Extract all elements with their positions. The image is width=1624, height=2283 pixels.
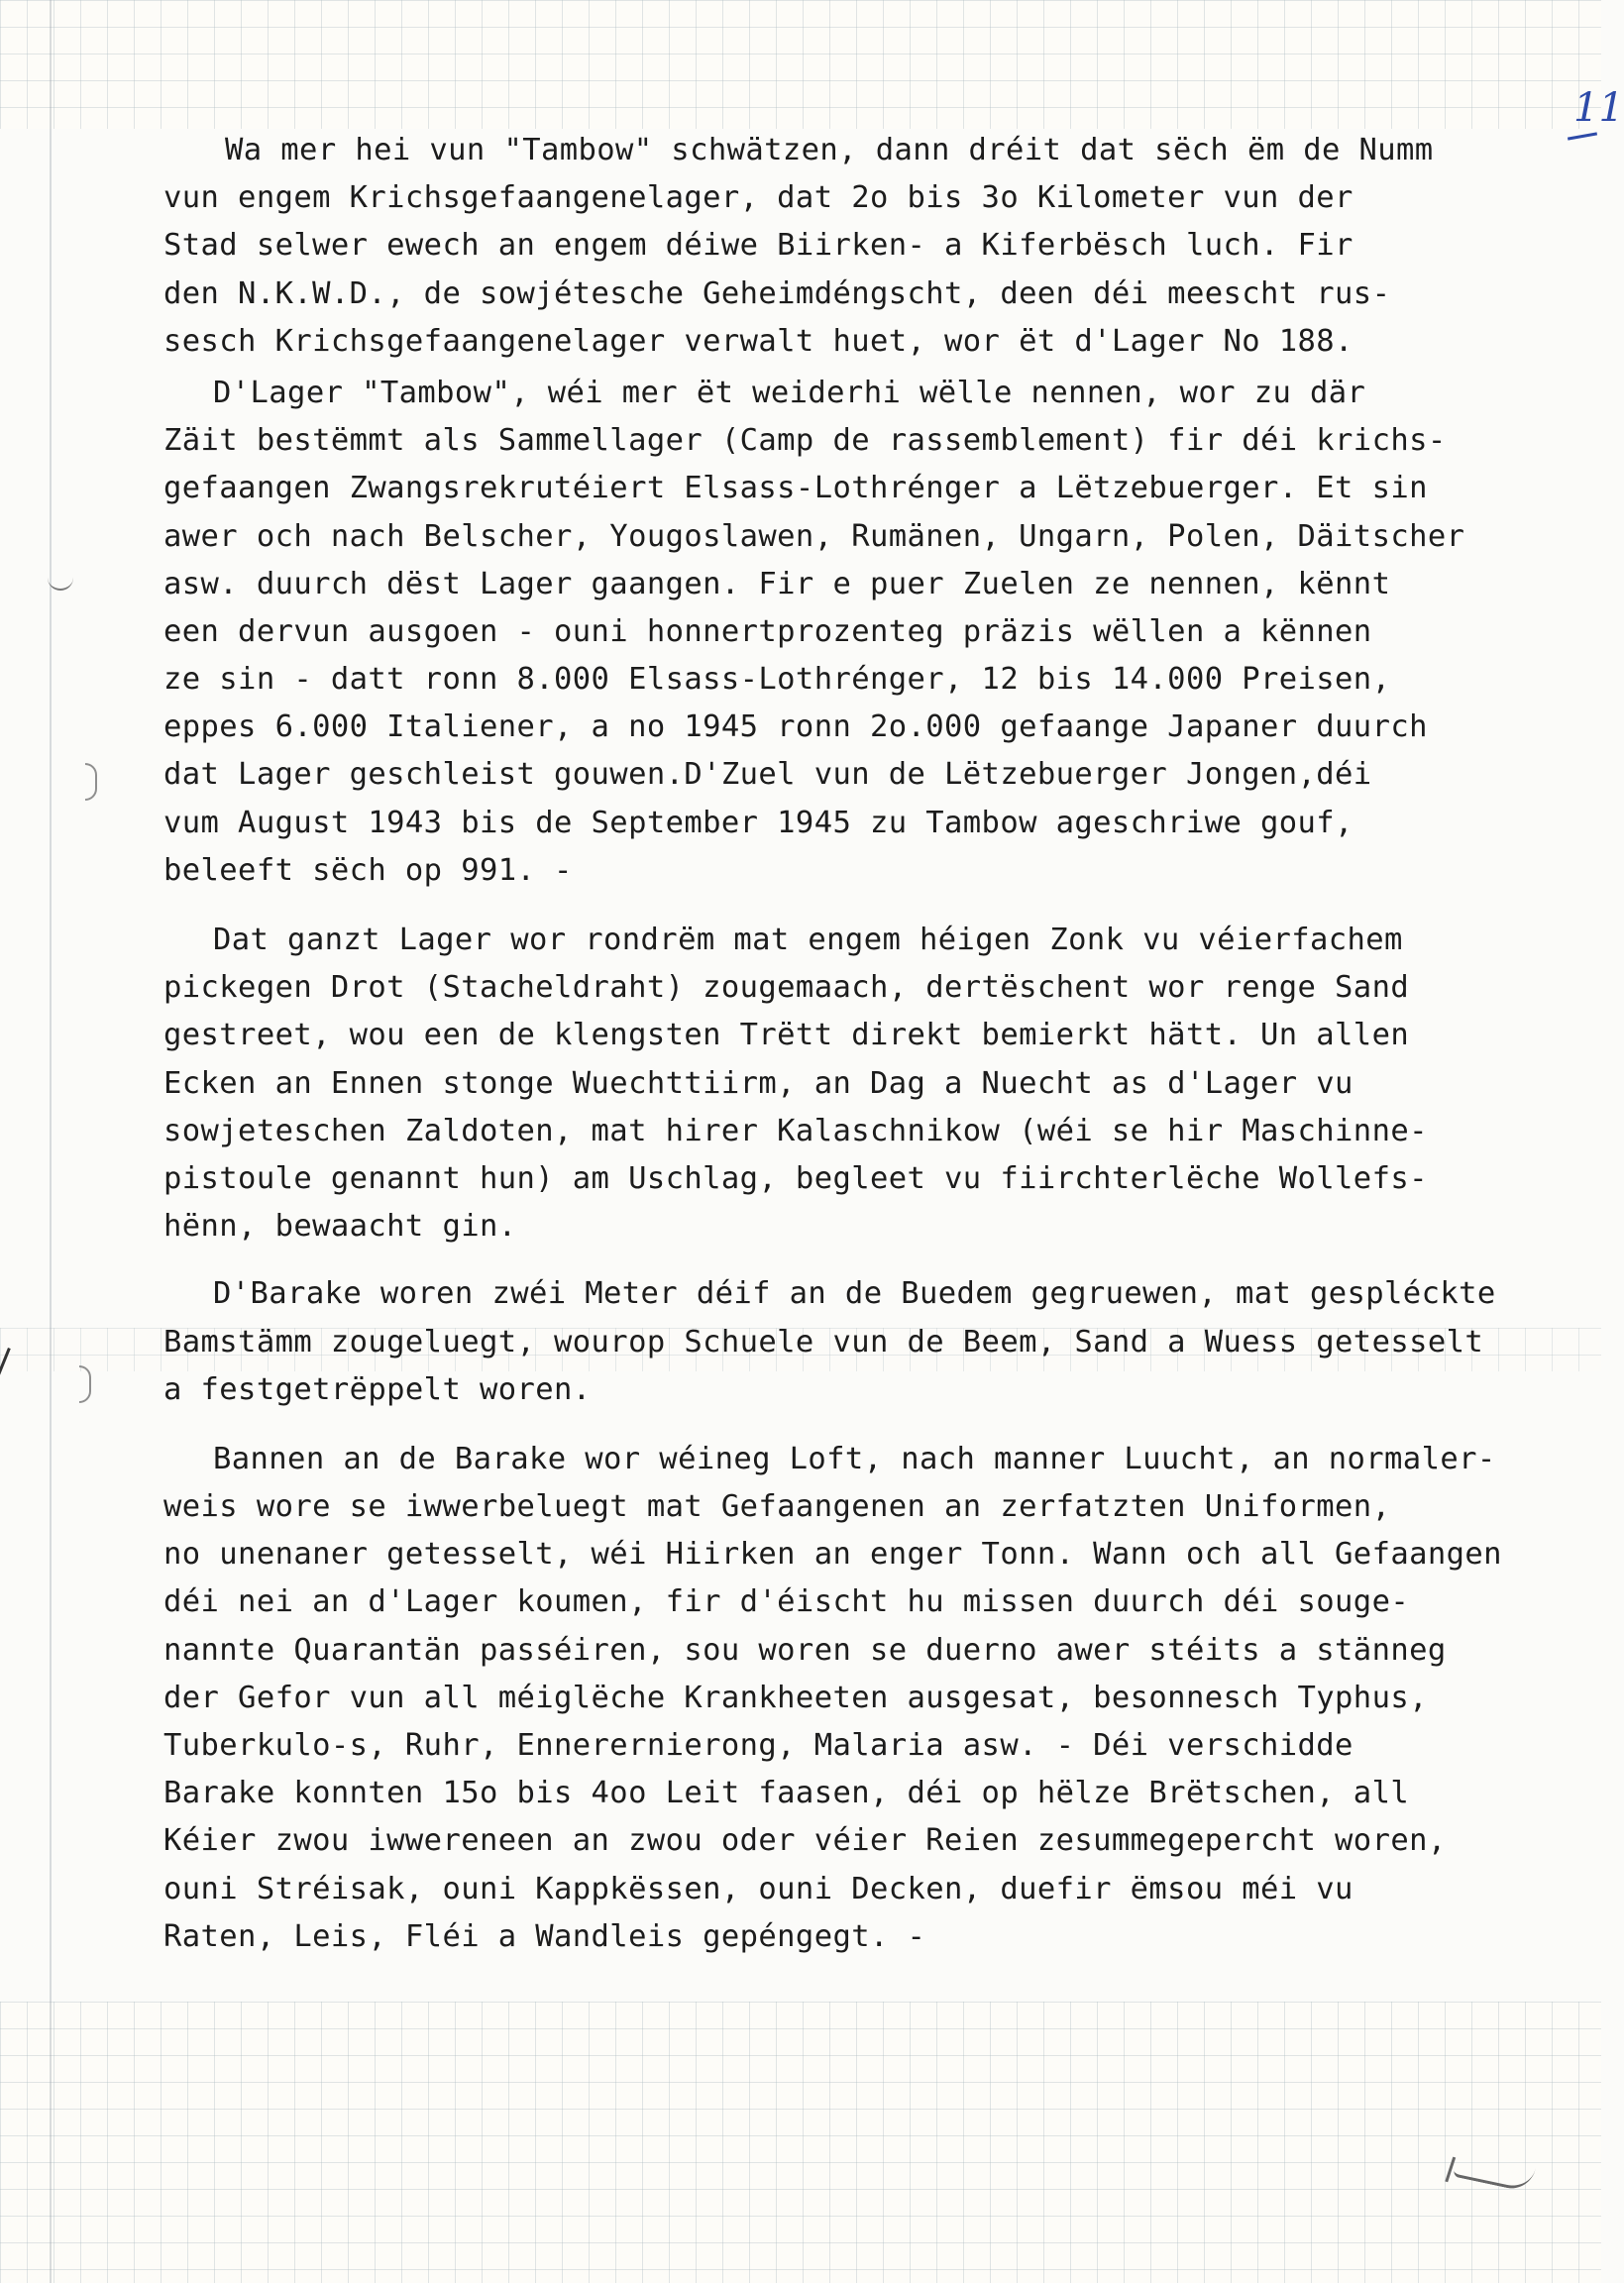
text-line: weis wore se iwwerbeluegt mat Gefaangenen an zerfatzten Uniformen, (163, 1489, 1391, 1525)
text-line: gestreet, wou een de klengsten Trëtt direkt bemierkt hätt. Un allen (163, 1018, 1410, 1053)
text-line: ze sin - datt ronn 8.000 Elsass-Lothrénger, 12 bis 14.000 Preisen, (163, 662, 1391, 698)
paragraph (163, 917, 1600, 1250)
text-line: no unenaner getesselt, wéi Hiirken an enger Tonn. Wann och all Gefaangen (163, 1537, 1502, 1573)
typewritten-text (163, 127, 1600, 1961)
text-line: Kéier zwou iwwereneen an zwou oder véier Reien zesummegepercht woren, (163, 1823, 1447, 1859)
paragraph (163, 370, 1600, 895)
text-line: nannte Quarantän passéiren, sou woren se duerno awer stéits a stänneg (163, 1632, 1447, 1668)
text-line: D'Barake woren zwéi Meter déif an de Buedem gegruewen, mat gespléckte (213, 1276, 1496, 1312)
text-line: Zäit bestëmmt als Sammellager (Camp de rassemblement) fir déi krichs- (163, 423, 1447, 459)
text-line: D'Lager "Tambow", wéi mer ët weiderhi wëlle nennen, wor zu där (213, 375, 1366, 410)
text-line: Ecken an Ennen stonge Wuechttiirm, an Dag a Nuecht as d'Lager vu (163, 1065, 1353, 1101)
text-line: der Gefor vun all méiglëche Krankheeten ausgesat, besonnesch Typhus, (163, 1680, 1428, 1715)
text-line: eppes 6.000 Italiener, a no 1945 ronn 2o.000 gefaange Japaner duurch (163, 709, 1428, 745)
text-line: den N.K.W.D., de sowjétesche Geheimdéngscht, deen déi meescht rus- (163, 275, 1391, 311)
text-line: Bannen an de Barake wor wéineg Loft, nach manner Luucht, an normaler- (213, 1441, 1496, 1476)
text-line: een dervun ausgoen - ouni honnertprozenteg präzis wëllen a kënnen (163, 613, 1372, 649)
text-line: Raten, Leis, Fléi a Wandleis gepéngegt. - (163, 1918, 926, 1954)
text-line: pistoule genannt hun) am Uschlag, begleet vu fiirchterlëche Wollefs- (163, 1160, 1428, 1196)
paragraph (163, 127, 1600, 366)
text-line: pickegen Drot (Stacheldraht) zougemaach, dertëschent wor renge Sand (163, 970, 1410, 1006)
text-line: Tuberkulo-s, Ruhr, Ennerernierong, Malaria asw. - Déi verschidde (163, 1728, 1353, 1763)
text-line: a festgetrëppelt woren. (163, 1371, 592, 1407)
text-line: dat Lager geschleist gouwen.D'Zuel vun de Lëtzebuerger Jongen,déi (163, 757, 1372, 793)
graph-paper-bottom (0, 2002, 1601, 2283)
text-line: Barake konnten 15o bis 4oo Leit faasen, déi op hëlze Brëtschen, all (163, 1776, 1410, 1811)
text-line: Wa mer hei vun "Tambow" schwätzen, dann dréit dat sëch ëm de Numm (225, 133, 1434, 167)
text-line: awer och nach Belscher, Yougoslawen, Rumänen, Ungarn, Polen, Däitscher (163, 518, 1465, 554)
page-edge-line (50, 0, 52, 2283)
text-line: sowjeteschen Zaldoten, mat hirer Kalaschnikow (wéi se hir Maschinne- (163, 1113, 1428, 1148)
text-line: asw. duurch dëst Lager gaangen. Fir e puer Zuelen ze nennen, kënnt (163, 566, 1391, 601)
text-line: beleeft sëch op 991. - (163, 852, 573, 888)
text-line: Bamstämm zougeluegt, wourop Schuele vun de Beem, Sand a Wuess getesselt (163, 1324, 1484, 1359)
text-line: vum August 1943 bis de September 1945 zu Tambow ageschriwe gouf, (163, 805, 1353, 840)
text-line: sesch Krichsgefaangenelager verwalt huet, wor ët d'Lager No 188. (163, 323, 1353, 359)
paragraph (163, 1436, 1600, 1961)
text-line: déi nei an d'Lager koumen, fir d'éischt hu missen duurch déi souge- (163, 1584, 1410, 1620)
text-line: gefaangen Zwangsrekrutéiert Elsass-Lothrénger a Lëtzebuerger. Et sin (163, 471, 1428, 506)
punch-hole-mark (79, 1365, 91, 1403)
paragraph (163, 1270, 1600, 1414)
text-line: ouni Stréisak, ouni Kappkëssen, ouni Decken, duefir ëmsou méi vu (163, 1871, 1353, 1906)
graph-paper-top (0, 0, 1601, 129)
punch-hole-mark (85, 763, 97, 801)
text-line: vun engem Krichsgefaangenelager, dat 2o bis 3o Kilometer vun der (163, 180, 1353, 216)
page-number-marker: 11 (1573, 85, 1624, 131)
text-line: Stad selwer ewech an engem déiwe Biirken- a Kiferbësch luch. Fir (163, 228, 1353, 264)
text-line: Dat ganzt Lager wor rondrëm mat engem héigen Zonk vu véierfachem (213, 923, 1403, 957)
text-line: hënn, bewaacht gin. (163, 1209, 517, 1245)
